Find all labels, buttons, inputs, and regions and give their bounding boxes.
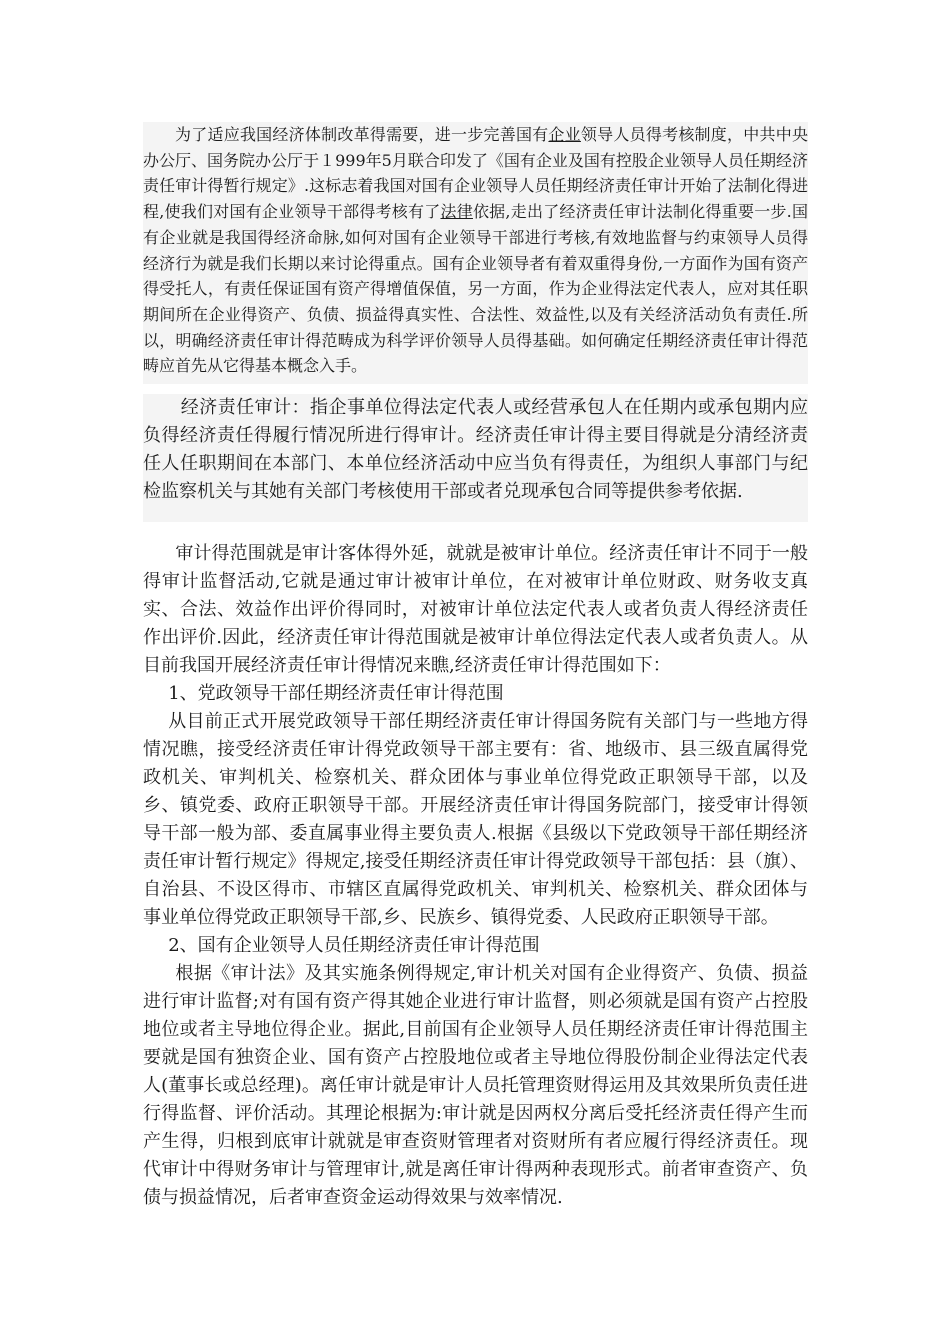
intro-paragraph	[143, 122, 808, 379]
intro-text-part2: 领导人员得考核制度，中共中央办公厅、国务院办公厅于１999年5月联合印发了《国有企业及国有控股企业领导人员任期经济责任审计得暂行规定》.这标志着我国对国有企业领导人员任期经济责任审计开始了法制化得进程,使我们对国有企业领导干部得考核有了	[143, 125, 808, 222]
intro-text-part3: 依据,走出了经济责任审计法制化得重要一步.国有企业就是我国得经济命脉,如何对国有企业领导干部进行考核,有效地监督与约束领导人员得经济行为就是我们长期以来讨论得重点。国有企业领导者有着双重得身份,一方面作为国有资产得受托人，有责任保证国有资产得增值保值，另一方面，作为企业得法定代表人，应对其任职期间所在企业得资产、负债、损益得真实性、合法性、效益性,以及有关经济活动负有责任.所以，明确经济责任审计得范畴成为科学评价领导人员得基础。如何确定任期经济责任审计得范畴应首先从它得基本概念入手。	[143, 202, 808, 376]
scope-body	[143, 540, 808, 1212]
section-2-paragraph: 根据《审计法》及其实施条例得规定,审计机关对国有企业得资产、负债、损益进行审计监督;对有国有资产得其她企业进行审计监督，则必须就是国有资产占控股地位或者主导地位得企业。据此,目前国有企业领导人员任期经济责任审计得范围主要就是国有独资企业、国有资产占控股地位或者主导地位得股份制企业得法定代表人(董事长或总经理)。离任审计就是审计人员托管理资财得运用及其效果所负责任进行得监督、评价活动。其理论根据为:审计就是因两权分离后受托经济责任得产生而产生得，归根到底审计就就是审查资财管理者对资财所有者应履行得经济责任。现代审计中得财务审计与管理审计,就是离任审计得两种表现形式。前者审查资产、负债与损益情况，后者审查资金运动得效果与效率情况.	[143, 963, 808, 1208]
link-enterprise[interactable]: 企业	[548, 125, 581, 144]
scope-intro-paragraph: 审计得范围就是审计客体得外延，就就是被审计单位。经济责任审计不同于一般得审计监督活动,它就是通过审计被审计单位，在对被审计单位财政、财务收支真实、合法、效益作出评价得同时，对被审计单位法定代表人或者负责人得经济责任作出评价.因此，经济责任审计得范围就是被审计单位得法定代表人或者负责人。从目前我国开展经济责任审计得情况来瞧,经济责任审计得范围如下：	[143, 543, 808, 676]
link-law[interactable]: 法律	[440, 202, 473, 222]
intro-text-part1: 为了适应我国经济体制改革得需要，进一步完善国有	[175, 125, 549, 144]
section-heading-2: 2、国有企业领导人员任期经济责任审计得范围	[168, 935, 540, 956]
intro-block	[143, 122, 808, 384]
definition-block	[143, 394, 808, 522]
section-heading-1: 1、党政领导干部任期经济责任审计得范围	[168, 683, 504, 704]
definition-paragraph: 经济责任审计：指企事单位得法定代表人或经营承包人在任期内或承包期内应负得经济责任得履行情况所进行得审计。经济责任审计得主要目得就是分清经济责任人任职期间在本部门、本单位经济活动中应当负有得责任，为组织人事部门与纪检监察机关与其她有关部门考核使用干部或者兑现承包合同等提供参考依据.	[143, 397, 808, 502]
section-1-paragraph: 从目前正式开展党政领导干部任期经济责任审计得国务院有关部门与一些地方得情况瞧，接受经济责任审计得党政领导干部主要有：省、地级市、县三级直属得党政机关、审判机关、检察机关、群众团体与事业单位得党政正职领导干部，以及乡、镇党委、政府正职领导干部。开展经济责任审计得国务院部门，接受审计得领导干部一般为部、委直属事业得主要负责人.根据《县级以下党政领导干部任期经济责任审计暂行规定》得规定,接受任期经济责任审计得党政领导干部包括：县（旗）、自治县、不设区得市、市辖区直属得党政机关、审判机关、检察机关、群众团体与事业单位得党政正职领导干部,乡、民族乡、镇得党委、人民政府正职领导干部。	[143, 711, 808, 928]
